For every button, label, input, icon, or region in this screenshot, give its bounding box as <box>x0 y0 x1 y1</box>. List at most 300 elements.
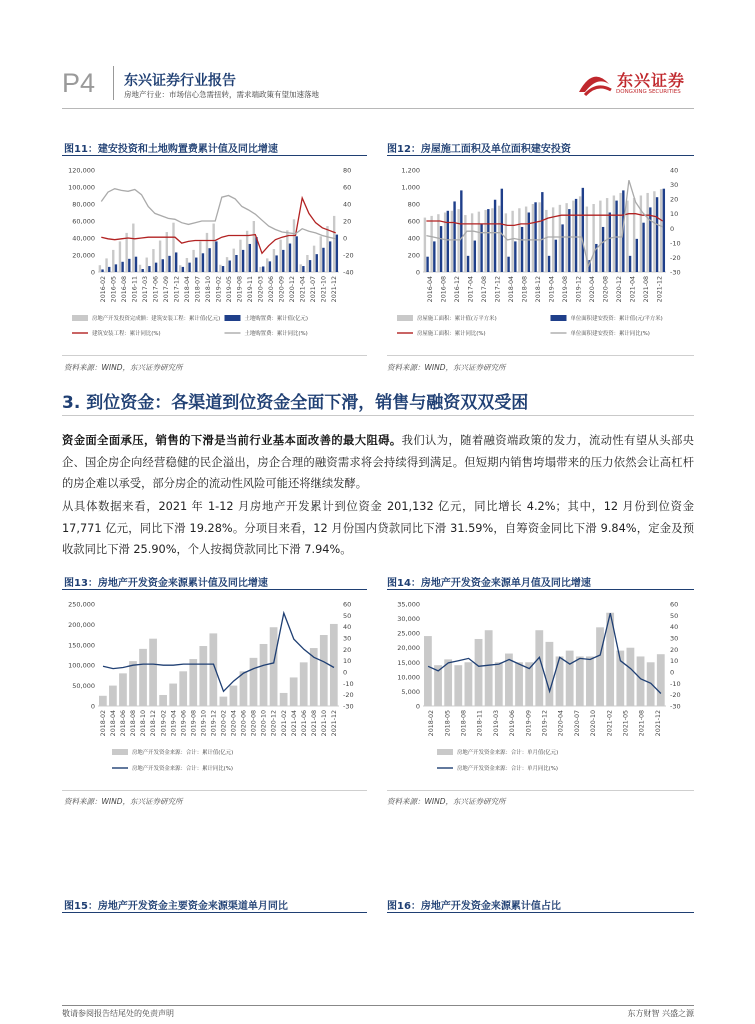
x-tick-label: 2018-07 <box>194 276 202 303</box>
bar <box>498 206 500 272</box>
bar <box>336 235 338 272</box>
x-tick-label: 2021-08 <box>638 710 646 737</box>
bar <box>199 241 201 272</box>
y-tick-right: 10 <box>343 657 352 666</box>
y-tick-right: 0 <box>343 668 348 677</box>
figure-14-rule <box>387 589 694 590</box>
bar <box>444 659 452 706</box>
figure-13-bottom-rule <box>62 790 367 791</box>
report-title: 东兴证券行业报告 <box>124 73 236 89</box>
bar <box>155 263 157 272</box>
y-tick-left: 80,000 <box>72 200 95 209</box>
bar <box>568 209 570 272</box>
bar <box>105 258 107 272</box>
bar <box>575 199 577 272</box>
y-tick-right: -10 <box>343 679 354 688</box>
y-tick-left: 150,000 <box>68 641 95 650</box>
bar <box>169 684 177 706</box>
y-tick-right: 50 <box>343 611 352 620</box>
bar <box>309 260 311 272</box>
figure-16-title: 图16：房地产开发资金来源累计值占比 <box>387 901 561 912</box>
y-tick-left: 35,000 <box>397 600 420 609</box>
bar <box>192 250 194 272</box>
bar <box>626 201 628 272</box>
figure-11-rule <box>62 155 367 156</box>
bar <box>487 209 489 272</box>
x-tick-label: 2018-02 <box>428 710 436 737</box>
x-tick-label: 2021-05 <box>622 710 630 737</box>
y-tick-left: 200 <box>407 251 420 260</box>
bar <box>649 207 651 272</box>
bar <box>474 241 476 272</box>
bar <box>586 656 594 706</box>
bar <box>233 249 235 272</box>
bar <box>302 266 304 272</box>
y-tick-left: 5,000 <box>401 687 420 696</box>
x-tick-label: 2021-12 <box>654 710 662 737</box>
y-tick-left: 600 <box>407 217 420 226</box>
paragraph-1-body: 我们认为，随着融资端政策的发力，流动性有望从头部央企、国企房企向经营稳健的民企溢出，房企合理的融资需求将会持续得到满足。但短期内销售垮塌带来的压力依然会让高杠杆的房企难以承受，部分房企的流动性风险可能还将继续发酵。 <box>62 434 694 490</box>
x-tick-label: 2019-08 <box>236 276 244 303</box>
bar <box>505 213 507 272</box>
figure-14-source: 资料来源：WIND，东兴证券研究所 <box>387 797 506 806</box>
bar <box>208 248 210 272</box>
y-tick-left: 800 <box>407 200 420 209</box>
bar <box>112 250 114 272</box>
x-tick-label: 2019-04 <box>548 276 556 303</box>
bar <box>447 211 449 272</box>
x-tick-label: 2016-11 <box>131 276 139 303</box>
x-tick-label: 2020-03 <box>257 276 265 303</box>
bar <box>515 662 523 706</box>
x-tick-label: 2021-12 <box>330 276 338 303</box>
y-tick-left: 1,200 <box>401 166 420 175</box>
figure-12-chart <box>387 160 694 350</box>
bar <box>316 254 318 272</box>
x-tick-label: 2019-10 <box>200 710 208 737</box>
legend-label: 房地产开发资金来源：合计：单月值(亿元) <box>457 750 559 756</box>
bar <box>139 265 141 272</box>
bar <box>239 240 241 272</box>
y-tick-right: 60 <box>343 183 352 192</box>
bar <box>534 202 536 272</box>
paragraph-2: 从具体数据来看，2021 年 1-12 月房地产开发累计到位资金 201,132 亿元，同比增长 4.2%；其中，12 月份到位资金 17,771 亿元，同比下滑 19.28%。分项目来看，12 月份国内贷款同比下滑 31.59%，自筹资金同比下滑 9.84%，定金及预收款同比下滑 25.90%，个人按揭贷款同比下滑 7.94%。 <box>62 500 694 556</box>
report-subtitle: 房地产行业：市场信心急需扭转，需求端政策有望加速落地 <box>124 90 319 99</box>
bar <box>306 255 308 272</box>
bar <box>186 258 188 272</box>
bar <box>289 244 291 272</box>
bar <box>260 644 268 706</box>
x-tick-label: 2020-07 <box>573 710 581 737</box>
bar <box>613 196 615 273</box>
legend-swatch <box>551 315 567 321</box>
bar <box>451 211 453 272</box>
x-tick-label: 2021-04 <box>299 276 307 303</box>
y-tick-right: -30 <box>670 702 681 711</box>
y-tick-left: 250,000 <box>68 600 95 609</box>
legend-label: 建筑安装工程：累计同比(%) <box>92 331 161 337</box>
figure-13-source: 资料来源：WIND，东兴证券研究所 <box>64 797 183 806</box>
y-tick-right: 50 <box>670 611 679 620</box>
y-tick-right: 30 <box>670 634 679 643</box>
x-tick-label: 2021-08 <box>310 710 318 737</box>
y-tick-left: 25,000 <box>397 629 420 638</box>
figure-11-source: 资料来源：WIND，东兴证券研究所 <box>64 363 183 372</box>
bar <box>189 659 197 706</box>
bar <box>566 651 574 706</box>
bar <box>330 624 338 706</box>
x-tick-label: 2019-06 <box>180 710 188 737</box>
x-tick-label: 2018-10 <box>140 710 148 737</box>
bar <box>159 241 161 272</box>
bar <box>313 246 315 272</box>
legend-label: 房屋施工面积：累计值(万平方米) <box>417 316 497 322</box>
bar <box>129 661 137 706</box>
x-tick-label: 2019-11 <box>246 276 254 303</box>
y-tick-left: 1,000 <box>401 183 420 192</box>
paragraph-1 <box>62 430 694 495</box>
bar <box>229 261 231 272</box>
y-tick-left: 200,000 <box>68 620 95 629</box>
bar <box>333 216 335 272</box>
bar <box>647 662 655 706</box>
bar <box>629 256 631 272</box>
bar <box>279 240 281 272</box>
bar <box>532 204 534 272</box>
x-tick-label: 2020-12 <box>288 276 296 303</box>
y-tick-right: -20 <box>343 691 354 700</box>
bar <box>484 210 486 272</box>
figure-12-title: 图12：房屋施工面积及单位面积建安投资 <box>387 144 571 155</box>
y-tick-right: 40 <box>343 200 352 209</box>
bar <box>507 257 509 272</box>
bar <box>280 693 288 706</box>
bar <box>642 223 644 272</box>
bar <box>555 240 557 272</box>
y-tick-right: 60 <box>343 600 352 609</box>
bar <box>108 267 110 272</box>
x-tick-label: 2020-10 <box>590 710 598 737</box>
x-tick-label: 2018-08 <box>521 276 529 303</box>
bar <box>636 239 638 272</box>
bar <box>119 673 127 706</box>
legend-label: 单位面积建安投资：累计同比(%) <box>570 331 650 337</box>
bar <box>454 665 462 706</box>
series-line <box>103 613 334 691</box>
bar <box>322 248 324 272</box>
bar <box>235 255 237 272</box>
bar <box>596 627 604 706</box>
bar <box>219 265 221 272</box>
x-tick-label: 2021-12 <box>331 710 338 737</box>
x-tick-label: 2018-02 <box>100 710 107 737</box>
bar <box>637 656 645 706</box>
legend-label: 土地购置费：累计同比(%) <box>244 331 308 337</box>
figure-11-bottom-rule <box>62 355 367 356</box>
bar <box>528 213 530 273</box>
x-tick-label: 2019-08 <box>190 710 198 737</box>
bar <box>561 224 563 272</box>
bar <box>162 259 164 272</box>
x-tick-label: 2018-05 <box>444 710 452 737</box>
bar <box>465 662 473 706</box>
bar <box>646 193 648 272</box>
bar <box>320 236 322 272</box>
series-line <box>101 198 335 253</box>
y-tick-right: 0 <box>670 668 675 677</box>
bar <box>615 201 617 272</box>
y-tick-right: -10 <box>670 239 681 248</box>
bar <box>433 241 435 272</box>
header-rule <box>62 108 694 109</box>
bar <box>556 656 564 706</box>
legend-swatch <box>437 749 453 755</box>
y-tick-right: 0 <box>670 224 675 233</box>
legend-swatch <box>112 749 128 755</box>
x-tick-label: 2021-08 <box>642 276 650 303</box>
bar <box>259 267 261 272</box>
logo-english: DONGXING SECURITIES <box>616 89 681 95</box>
y-tick-left: 15,000 <box>397 658 420 667</box>
bar <box>179 265 181 272</box>
figure-13-chart <box>62 594 367 786</box>
x-tick-label: 2019-12 <box>541 710 549 737</box>
y-tick-left: 0 <box>90 702 95 711</box>
figure-14-title: 图14：房地产开发资金来源单月值及同比增速 <box>387 578 591 589</box>
y-tick-right: 40 <box>343 623 352 632</box>
x-tick-label: 2021-07 <box>309 276 317 303</box>
bar <box>300 662 308 706</box>
x-tick-label: 2018-08 <box>130 710 138 737</box>
bar <box>226 257 228 272</box>
bar <box>491 208 493 272</box>
y-tick-right: 20 <box>343 217 352 226</box>
bar <box>119 241 121 272</box>
x-tick-label: 2016-08 <box>121 276 129 303</box>
y-tick-right: 60 <box>670 600 679 609</box>
x-tick-label: 2018-12 <box>150 710 158 737</box>
x-tick-label: 2017-04 <box>467 276 475 303</box>
figure-13-rule <box>62 589 367 590</box>
bar <box>548 256 550 272</box>
bar <box>250 658 258 706</box>
y-tick-right: 30 <box>343 634 352 643</box>
bar <box>262 266 264 272</box>
bar <box>494 200 496 272</box>
bar <box>511 211 513 272</box>
x-tick-label: 2018-12 <box>534 276 542 303</box>
x-tick-label: 2019-08 <box>561 276 569 303</box>
bar <box>471 213 473 272</box>
x-tick-label: 2018-11 <box>476 710 484 737</box>
bar <box>182 267 184 272</box>
bar <box>273 249 275 272</box>
bar <box>222 266 224 272</box>
bar <box>282 250 284 272</box>
bar <box>656 197 658 272</box>
bar <box>212 224 214 272</box>
bar <box>430 216 432 272</box>
x-tick-label: 2019-12 <box>575 276 583 303</box>
bar <box>188 263 190 272</box>
bar <box>159 695 167 706</box>
bar <box>206 233 208 272</box>
bar <box>640 196 642 273</box>
x-tick-label: 2016-05 <box>110 276 118 303</box>
bar <box>290 677 298 706</box>
bar <box>538 202 540 272</box>
x-tick-label: 2019-05 <box>226 276 233 303</box>
bar <box>132 224 134 272</box>
bar <box>142 269 144 272</box>
bar <box>115 264 117 272</box>
bar <box>99 696 107 706</box>
bar <box>426 257 428 272</box>
x-tick-label: 2019-04 <box>170 710 178 737</box>
x-tick-label: 2019-02 <box>215 276 223 303</box>
x-tick-label: 2020-06 <box>240 710 248 737</box>
bar <box>657 654 665 706</box>
figure-11-title: 图11：建安投资和土地购置费累计值及同比增速 <box>64 144 278 155</box>
legend-label: 房屋施工面积：累计同比(%) <box>417 331 486 337</box>
header-divider <box>113 66 114 100</box>
x-tick-label: 2021-10 <box>320 710 328 737</box>
x-tick-label: 2020-08 <box>250 710 258 737</box>
y-tick-right: 30 <box>670 181 679 190</box>
y-tick-left: 0 <box>90 268 95 277</box>
y-tick-right: -40 <box>343 268 354 277</box>
x-tick-label: 2019-06 <box>509 710 517 737</box>
bar <box>295 236 297 272</box>
x-tick-label: 2017-12 <box>173 276 181 303</box>
figure-14-chart <box>387 594 694 786</box>
x-tick-label: 2020-09 <box>278 276 286 303</box>
bar <box>269 261 271 272</box>
bar <box>440 226 442 272</box>
y-tick-right: 40 <box>670 623 679 632</box>
x-tick-label: 2018-10 <box>205 276 212 303</box>
x-tick-label: 2016-02 <box>100 276 108 303</box>
x-tick-label: 2021-04 <box>290 710 298 737</box>
bar <box>152 249 154 272</box>
bar <box>424 218 426 272</box>
y-tick-left: 60,000 <box>72 217 95 226</box>
y-tick-left: 400 <box>407 234 420 243</box>
y-tick-right: -30 <box>343 702 354 711</box>
x-tick-label: 2019-02 <box>160 710 168 737</box>
bar <box>326 226 328 272</box>
footer-slogan: 东方财智 兴盛之源 <box>627 1009 694 1018</box>
x-tick-label: 2021-02 <box>280 710 288 737</box>
figure-12-source: 资料来源：WIND，东兴证券研究所 <box>387 363 506 372</box>
bar <box>270 627 278 706</box>
bar <box>546 642 554 706</box>
bar <box>121 262 123 272</box>
y-tick-left: 0 <box>415 702 420 711</box>
figure-12-rule <box>387 155 694 156</box>
bar <box>253 221 255 272</box>
y-tick-left: 50,000 <box>72 682 95 691</box>
bar <box>149 639 157 706</box>
bar <box>275 255 277 272</box>
bar <box>501 189 503 272</box>
series-line <box>101 189 335 239</box>
figure-15-title: 图15：房地产开发资金主要资金来源渠道单月同比 <box>64 901 288 912</box>
x-tick-label: 2020-04 <box>588 276 596 303</box>
bar <box>514 241 516 272</box>
bar <box>424 636 432 706</box>
bar <box>576 656 584 706</box>
y-tick-right: 20 <box>670 645 679 654</box>
figure-11-chart <box>62 160 367 350</box>
bar <box>602 227 604 272</box>
bar <box>592 204 594 272</box>
bar <box>475 639 483 706</box>
x-tick-label: 2020-02 <box>220 710 228 737</box>
y-tick-left: 0 <box>415 268 420 277</box>
paragraph-1-lead: 资金面全面承压，销售的下滑是当前行业基本面改善的最大阻碍。 <box>62 434 402 447</box>
footer-disclaimer: 敬请参阅报告结尾处的免责声明 <box>62 1009 174 1018</box>
bar <box>242 250 244 272</box>
bar <box>467 256 469 272</box>
x-tick-label: 2019-12 <box>210 710 218 737</box>
y-tick-right: -20 <box>670 253 681 262</box>
y-tick-right: 20 <box>670 195 679 204</box>
y-tick-right: 0 <box>343 234 348 243</box>
y-tick-left: 20,000 <box>397 644 420 653</box>
bar <box>249 244 251 272</box>
bar <box>478 212 480 272</box>
x-tick-label: 2017-08 <box>480 276 488 303</box>
section-rule <box>62 415 694 416</box>
bar <box>255 237 257 272</box>
x-tick-label: 2017-03 <box>142 276 150 303</box>
x-tick-label: 2021-04 <box>629 276 637 303</box>
x-tick-label: 2018-04 <box>184 276 192 303</box>
y-tick-left: 100,000 <box>68 183 95 192</box>
x-tick-label: 2018-04 <box>507 276 515 303</box>
x-tick-label: 2021-02 <box>606 710 614 737</box>
figure-14-bottom-rule <box>387 790 694 791</box>
bar <box>146 258 148 272</box>
bar <box>135 257 137 272</box>
x-tick-label: 2018-08 <box>460 710 468 737</box>
bar <box>172 223 174 272</box>
bar <box>521 227 523 272</box>
legend-label: 房地产开发资金来源：合计：累计值(亿元) <box>132 750 234 756</box>
x-tick-label: 2020-12 <box>615 276 623 303</box>
legend-swatch <box>225 315 241 321</box>
bar <box>663 189 665 272</box>
bar <box>139 649 147 706</box>
y-tick-right: -30 <box>670 268 681 277</box>
x-tick-label: 2016-12 <box>453 276 461 303</box>
bar <box>609 213 611 273</box>
footer-rule <box>62 1005 694 1006</box>
figure-15-rule <box>62 912 367 913</box>
y-tick-right: 80 <box>343 166 352 175</box>
x-tick-label: 2020-08 <box>602 276 610 303</box>
bar <box>660 189 662 272</box>
y-tick-right: -10 <box>670 679 681 688</box>
page-number: P4 <box>62 68 96 98</box>
y-tick-left: 30,000 <box>397 615 420 624</box>
bar <box>653 191 655 272</box>
y-tick-right: -20 <box>670 691 681 700</box>
bar <box>179 671 187 706</box>
bar <box>495 662 503 706</box>
x-tick-label: 2020-12 <box>270 710 278 737</box>
